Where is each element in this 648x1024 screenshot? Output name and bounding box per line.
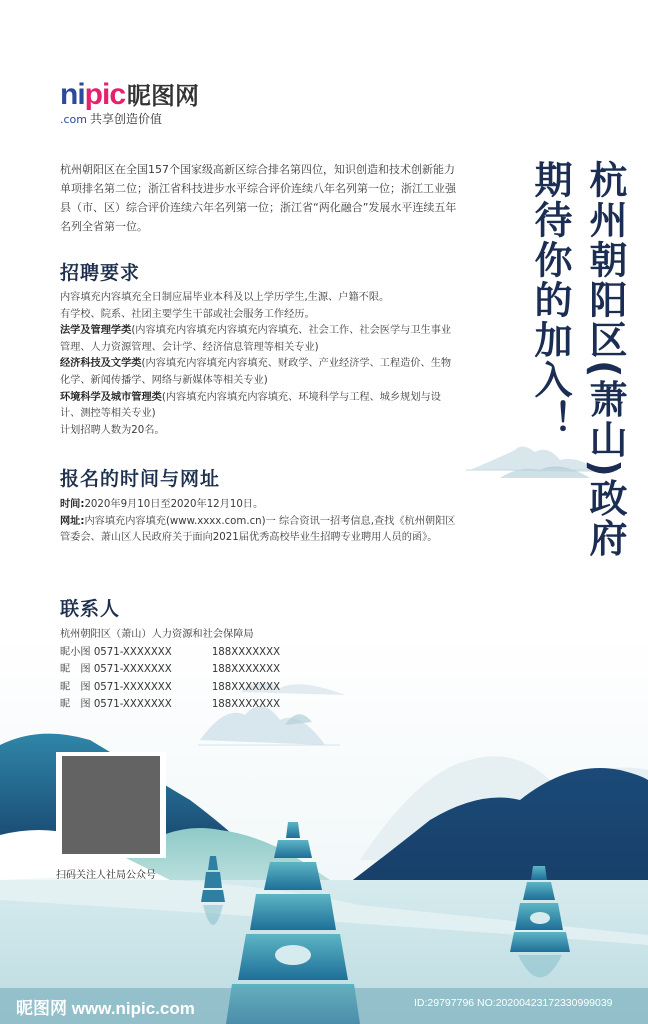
requirements-count: 计划招聘人数为20名。 xyxy=(60,424,165,436)
requirements-line-2: 有学校、院系、社团主要学生干部或社会服务工作经历。 xyxy=(60,308,315,320)
nipic-logo[interactable] xyxy=(60,80,199,127)
contact-row xyxy=(60,661,280,679)
requirements-block xyxy=(60,290,460,439)
logo-text-pic: pic xyxy=(84,78,126,111)
signup-url-label: 网址: xyxy=(60,515,85,527)
qr-code[interactable] xyxy=(56,752,166,858)
contact-row xyxy=(60,696,280,714)
contact-mobile[interactable]: 188XXXXXXX xyxy=(211,699,281,710)
signup-heading: 报名的时间与网址 xyxy=(60,468,221,490)
watermark-id: ID:29797796 NO:20200423172330999039 xyxy=(414,997,613,1009)
logo-slogan: 共享创造价值 xyxy=(90,112,163,126)
requirements-line-1: 内容填充内容填充全日制应届毕业本科及以上学历学生,生源、户籍不限。 xyxy=(60,292,390,303)
requirements-item xyxy=(60,356,460,389)
logo-text-ni: ni xyxy=(60,78,85,111)
requirements-item-text: (内容填充内容填充内容填充、财政学、产业经济学、工程造价、生物化学、新闻传播学、网络与新媒体等相关专业) xyxy=(60,358,452,386)
signup-url xyxy=(60,514,460,547)
logo-domain: .com xyxy=(60,113,87,126)
requirements-item-text: (内容填充内容填充内容填充内容填充、社会工作、社会医学与卫生事业管理、人力资源管理、会计学、经济信息管理等相关专业) xyxy=(60,325,452,353)
requirements-item xyxy=(60,323,460,356)
watermark-left: 昵图网 www.nipic.com xyxy=(16,999,195,1018)
contact-phone[interactable]: 0571-XXXXXXX xyxy=(93,664,172,675)
signup-block xyxy=(60,497,460,547)
vertical-title-sub: 期待你的加入！ xyxy=(528,160,572,440)
requirements-item-text: (内容填充内容填充内容填充、环境科学与工程、城乡规划与设计、测控等相关专业) xyxy=(60,391,441,420)
contact-block xyxy=(60,626,280,714)
contact-row xyxy=(60,644,280,662)
contact-name: 昵 图 xyxy=(60,681,91,693)
contact-row xyxy=(60,679,280,697)
qr-code-placeholder xyxy=(62,756,160,854)
signup-time xyxy=(60,497,460,514)
signup-time-value: 2020年9月10日至2020年12月10日。 xyxy=(84,499,264,510)
contact-phone[interactable]: 0571-XXXXXXX xyxy=(93,681,172,693)
signup-url-value[interactable]: 内容填充内容填充(www.xxxx.com.cn)一 综合资讯一招考信息,查找《杭州朝阳区管委会、萧山区人民政府关于面向2021届优秀高校毕业生招聘专业聘用人员的函》。 xyxy=(60,515,456,544)
requirements-item-label: 环境科学及城市管理类 xyxy=(60,391,162,403)
contact-mobile[interactable]: 188XXXXXXX xyxy=(211,681,281,693)
contact-phone[interactable]: 0571-XXXXXXX xyxy=(93,699,172,710)
contact-name: 昵 图 xyxy=(60,664,91,675)
requirements-item-label: 经济科技及文学类 xyxy=(60,358,142,370)
logo-text-cn: 昵图网 xyxy=(127,83,200,110)
requirements-heading: 招聘要求 xyxy=(60,262,141,284)
contact-name: 昵小图 xyxy=(60,646,91,658)
contact-heading: 联系人 xyxy=(60,598,121,620)
intro-paragraph: 杭州朝阳区在全国157个国家级高新区综合排名第四位，知识创造和技术创新能力单项排名第二位；浙江省科技进步水平综合评价连续八年名列第一位；浙江工业强县（市、区）综合评价连续六年名列第一位；浙江省“两化融合”发展水平连续五年名列全省第一位。 xyxy=(60,163,457,233)
vertical-title-main: 杭州朝阳区(萧山)政府 xyxy=(583,160,627,559)
contact-name: 昵 图 xyxy=(60,699,91,710)
contact-mobile[interactable]: 188XXXXXXX xyxy=(211,664,281,675)
contact-phone[interactable]: 0571-XXXXXXX xyxy=(93,646,172,658)
qr-label: 扫码关注人社局公众号 xyxy=(56,870,156,881)
requirements-item-label: 法学及管理学类 xyxy=(60,325,132,337)
signup-time-label: 时间: xyxy=(60,499,85,510)
contact-mobile[interactable]: 188XXXXXXX xyxy=(211,646,281,658)
requirements-item xyxy=(60,390,460,423)
contact-org: 杭州朝阳区（萧山）人力资源和社会保障局 xyxy=(60,629,254,640)
